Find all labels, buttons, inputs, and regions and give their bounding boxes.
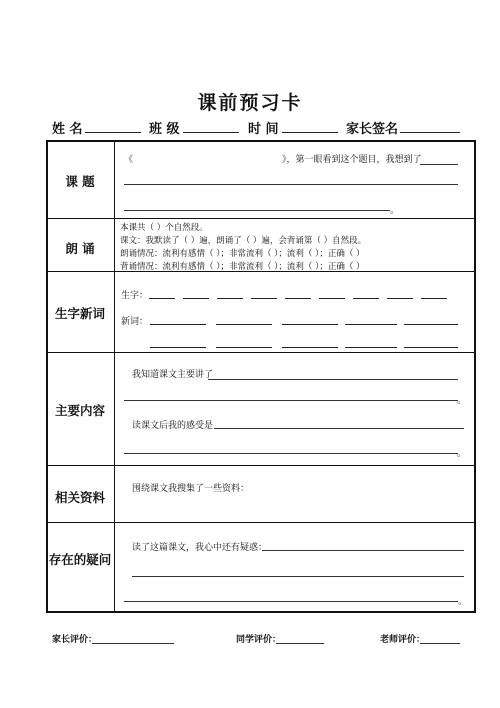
character-blank[interactable] (285, 298, 311, 299)
name-field[interactable] (85, 118, 141, 133)
reading-paragraph-count: 本课共（ ）个自然段。 (120, 223, 208, 233)
character-blank[interactable] (251, 298, 277, 299)
page-title: 课前预习卡 (197, 92, 303, 114)
time-label: 时 间 (248, 122, 279, 137)
word-blank[interactable] (216, 324, 272, 325)
recitation-fluency: 背诵情况：流利有感情（ ）；非常流利（ ）；流利（ ）；正确（ ） (120, 262, 365, 272)
row-label-resources: 相关资料 (54, 490, 105, 505)
character-blank[interactable] (387, 298, 413, 299)
word-blank[interactable] (404, 347, 458, 348)
row-divider (46, 352, 476, 353)
topic-answer-line[interactable] (124, 184, 458, 185)
summary-period: 。 (457, 396, 467, 406)
word-blank[interactable] (150, 347, 206, 348)
characters-label: 生字： (121, 291, 149, 301)
word-blank[interactable] (282, 324, 338, 325)
feeling-period: 。 (457, 449, 467, 459)
resources-prompt: 围绕课文我搜集了一些资料： (132, 484, 250, 494)
parent-eval-label: 家长评价： (52, 635, 98, 645)
word-blank[interactable] (345, 324, 397, 325)
topic-prompt: 》，第一眼看到这个题目，我想到了 (282, 155, 422, 165)
questions-answer-line[interactable] (124, 601, 458, 602)
character-blank[interactable] (149, 298, 175, 299)
topic-answer-line[interactable] (124, 210, 390, 211)
topic-open-quote: 《 (124, 155, 134, 165)
content-prompt-feeling: 读课文后我的感受是 (132, 421, 214, 431)
parent-eval-field[interactable] (92, 643, 174, 644)
teacher-eval-field[interactable] (420, 643, 460, 644)
reading-times: 课文：我默读了（ ）遍，朗诵了（ ）遍，会背诵第（ ）自然段。 (120, 236, 367, 246)
time-field[interactable] (282, 118, 338, 133)
row-divider (46, 465, 476, 466)
summary-answer-line[interactable] (208, 379, 458, 380)
row-label-content: 主要内容 (54, 403, 105, 418)
feeling-answer-line[interactable] (124, 453, 458, 454)
row-label-questions: 存在的疑问 (48, 552, 112, 567)
character-blank[interactable] (183, 298, 209, 299)
class-field[interactable] (183, 118, 239, 133)
questions-answer-line[interactable] (262, 550, 464, 551)
peer-eval-label: 同学评价： (236, 635, 282, 645)
reading-fluency: 朗诵情况：流利有感情（ ）；非常流利（ ）；流利（ ）；正确（ ） (120, 249, 365, 259)
summary-answer-line[interactable] (124, 400, 458, 401)
feeling-answer-line[interactable] (214, 428, 464, 429)
word-blank[interactable] (404, 324, 458, 325)
word-blank[interactable] (150, 324, 206, 325)
character-blank[interactable] (353, 298, 379, 299)
table-column-divider (114, 140, 115, 613)
content-prompt-summary: 我知道课文主要讲了 (132, 370, 214, 380)
row-label-vocab: 生字新词 (54, 306, 105, 321)
questions-prompt: 读了这篇课文，我心中还有疑惑： (132, 543, 268, 553)
row-label-reading: 朗 诵 (65, 241, 95, 256)
peer-eval-field[interactable] (276, 643, 324, 644)
character-blank[interactable] (319, 298, 345, 299)
word-blank[interactable] (345, 347, 397, 348)
character-blank[interactable] (421, 298, 447, 299)
word-blank[interactable] (282, 347, 338, 348)
word-blank[interactable] (216, 347, 272, 348)
questions-answer-line[interactable] (132, 576, 464, 577)
parent-sign-label: 家长签名 (346, 122, 399, 137)
parent-sign-field[interactable] (400, 118, 460, 133)
words-label: 新词： (121, 317, 149, 327)
name-label: 姓 名 (52, 122, 83, 137)
row-divider (46, 218, 476, 219)
questions-period: 。 (458, 597, 468, 607)
row-label-topic: 课 题 (65, 174, 95, 189)
teacher-eval-label: 老师评价： (380, 635, 426, 645)
row-divider (46, 522, 476, 523)
class-label: 班 级 (149, 122, 180, 137)
topic-period: 。 (390, 206, 400, 216)
topic-answer-line[interactable] (420, 164, 458, 165)
character-blank[interactable] (217, 298, 243, 299)
